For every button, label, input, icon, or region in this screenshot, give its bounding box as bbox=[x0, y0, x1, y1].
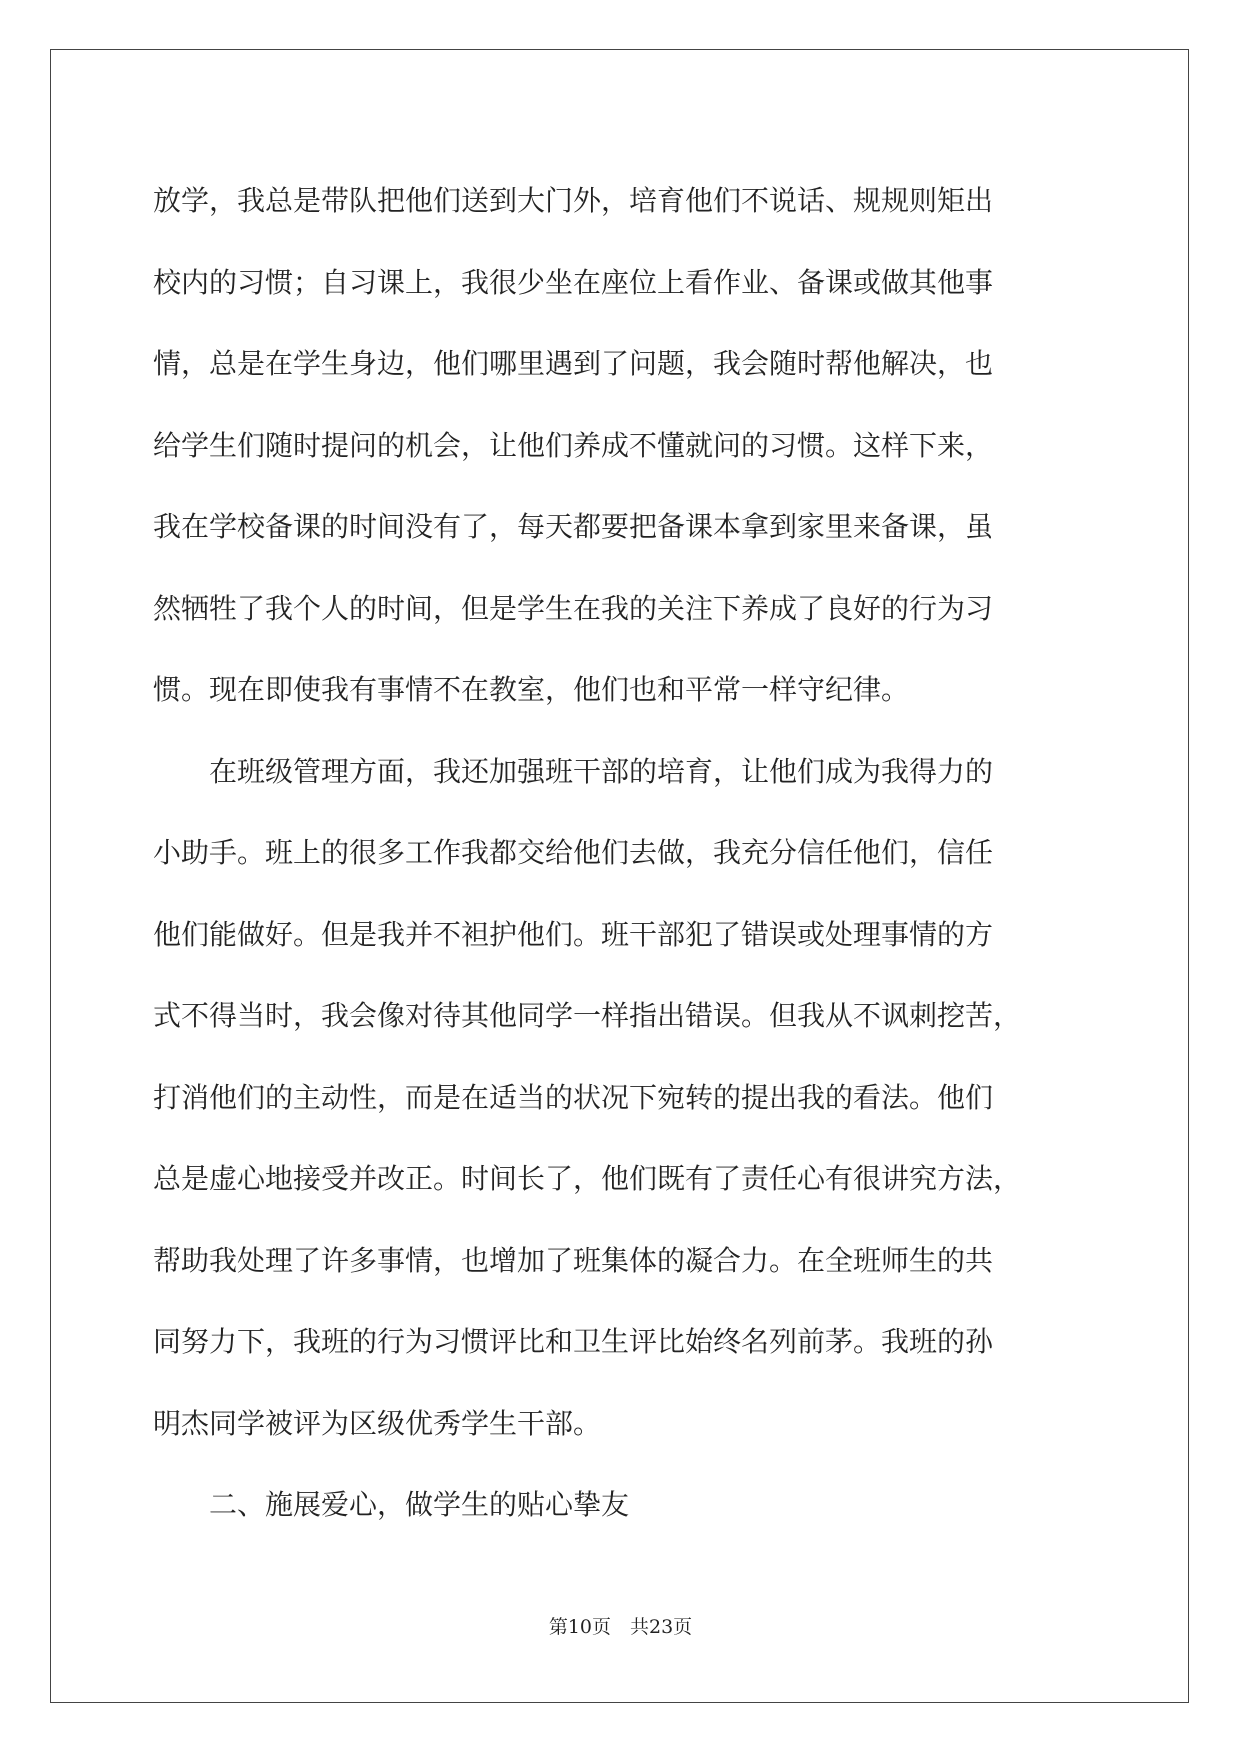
paragraph-line: 打消他们的主动性，而是在适当的状况下宛转的提出我的看法。他们 bbox=[153, 1080, 994, 1114]
paragraph-line: 放学，我总是带队把他们送到大门外，培育他们不说话、规规则矩出 bbox=[153, 184, 994, 217]
paragraph-line: 在班级管理方面，我还加强班干部的培育，让他们成为我得力的 bbox=[153, 754, 994, 788]
paragraph-line: 我在学校备课的时间没有了，每天都要把备课本拿到家里来备课，虽 bbox=[153, 510, 994, 543]
paragraph-line: 明杰同学被评为区级优秀学生干部。 bbox=[153, 1406, 602, 1440]
paragraph-line: 帮助我处理了许多事情，也增加了班集体的凝合力。在全班师生的共 bbox=[153, 1243, 994, 1277]
paragraph-line: 情，总是在学生身边，他们哪里遇到了问题，我会随时帮他解决，也 bbox=[153, 347, 994, 380]
section-heading: 二、施展爱心，做学生的贴心挚友 bbox=[153, 1488, 630, 1521]
document-body bbox=[153, 160, 1113, 1546]
paragraph-line: 校内的习惯；自习课上，我很少坐在座位上看作业、备课或做其他事 bbox=[153, 265, 994, 299]
paragraph-line: 式不得当时，我会像对待其他同学一样指出错误。但我从不讽刺挖苦， bbox=[153, 999, 1022, 1032]
page-number: 第10页 共23页 bbox=[548, 1616, 693, 1638]
paragraph-line: 他们能做好。但是我并不袒护他们。班干部犯了错误或处理事情的方 bbox=[153, 917, 994, 951]
paragraph-line: 总是虚心地接受并改正。时间长了，他们既有了责任心有很讲究方法， bbox=[153, 1162, 1022, 1195]
paragraph-line: 小助手。班上的很多工作我都交给他们去做，我充分信任他们，信任 bbox=[153, 836, 994, 869]
paragraph-line: 然牺牲了我个人的时间，但是学生在我的关注下养成了良好的行为习 bbox=[153, 591, 994, 625]
paragraph-line: 同努力下，我班的行为习惯评比和卫生评比始终名列前茅。我班的孙 bbox=[153, 1325, 994, 1358]
paragraph-line: 给学生们随时提问的机会，让他们养成不懂就问的习惯。这样下来， bbox=[153, 428, 994, 462]
paragraph-line: 惯。现在即使我有事情不在教室，他们也和平常一样守纪律。 bbox=[153, 673, 910, 706]
